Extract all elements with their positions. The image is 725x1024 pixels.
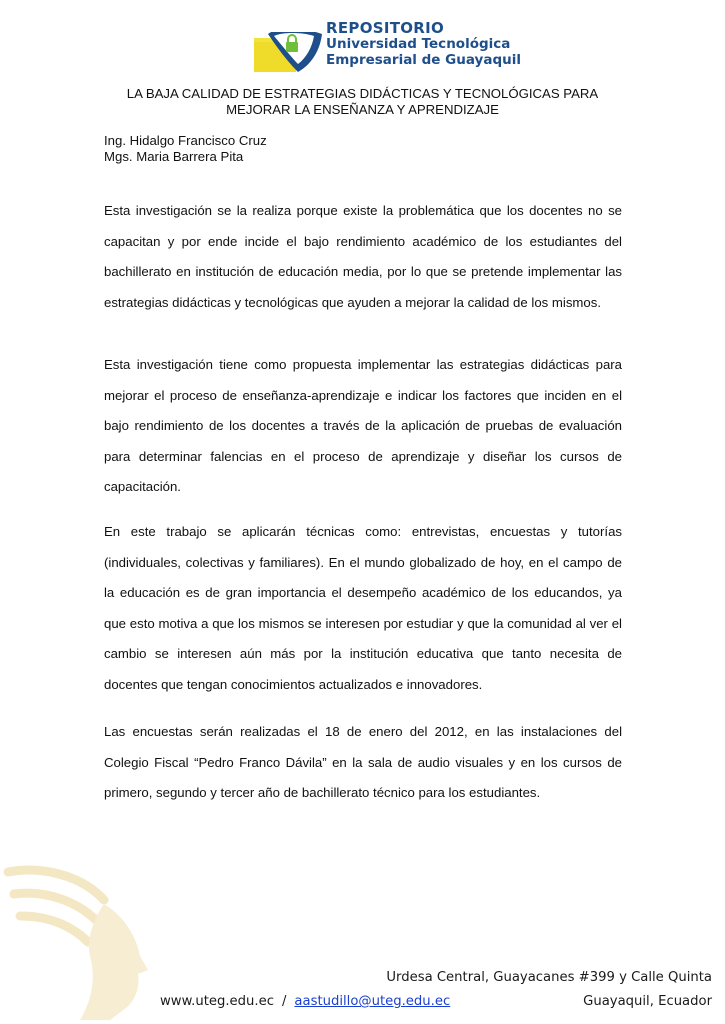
footer-contact [160, 994, 450, 1009]
paragraph-3: En este trabajo se aplicarán técnicas como: entrevistas, encuestas y tutorías (individuales, colectivas y familiares). En el mundo globalizado de hoy, en el campo de la educación es de gran importancia el desempeño académico de los educandos, ya que esto motiva a que los mismos se interesen por estudiar y que la comunidad al ver el cambio se interesen aún más por la institución educativa que tanto necesita de docentes que tengan conocimientos actualizados e innovadores. [104, 524, 622, 692]
author-1: Ing. Hidalgo Francisco Cruz [104, 133, 267, 148]
website-text: www.uteg.edu.ec [160, 994, 274, 1009]
email-link[interactable]: aastudillo@uteg.edu.ec [294, 994, 451, 1009]
document-title [100, 86, 625, 118]
paragraph-4: Las encuestas serán realizadas el 18 de enero del 2012, en las instalaciones del Colegio Fiscal “Pedro Franco Dávila” en la sala de audio visuales y en los cursos de primero, segundo y tercer año de bachillerato técnico para los estudiantes. [104, 724, 622, 801]
paragraph-1: Esta investigación se la realiza porque existe la problemática que los docentes no se capacitan y por ende incide el bajo rendimiento académico de los estudiantes del bachillerato en institución de educación media, por lo que se pretende implementar las estrategias didácticas y tecnológicas que ayuden a mejorar la calidad de los mismos. [104, 203, 622, 310]
footer-separator: / [281, 994, 287, 1009]
profile-watermark-icon [0, 860, 160, 1020]
logo-title: REPOSITORIO [326, 19, 445, 37]
footer-address: Urdesa Central, Guayacanes #399 y Calle Quinta [386, 970, 712, 985]
authors [104, 133, 267, 165]
footer-city: Guayaquil, Ecuador [583, 994, 712, 1009]
repository-logo [250, 14, 521, 76]
logo-university: Universidad Tecnológica [326, 36, 511, 52]
paragraph-2: Esta investigación tiene como propuesta implementar las estrategias didácticas para mejorar el proceso de enseñanza-aprendizaje e indicar los factores que inciden en el bajo rendimiento de los docentes a través de la aplicación de pruebas de evaluación para determinar falencias en el proceso de aprendizaje y diseñar los cursos de capacitación. [104, 357, 622, 495]
title-line-2: MEJORAR LA ENSEÑANZA Y APRENDIZAJE [226, 102, 499, 117]
title-line-1: LA BAJA CALIDAD DE ESTRATEGIAS DIDÁCTICAS Y TECNOLÓGICAS PARA [126, 86, 599, 101]
logo-university-city: Empresarial de Guayaquil [326, 52, 521, 68]
author-2: Mgs. Maria Barrera Pita [104, 149, 244, 164]
logo-text [326, 20, 521, 68]
folder-lock-icon [250, 32, 324, 76]
